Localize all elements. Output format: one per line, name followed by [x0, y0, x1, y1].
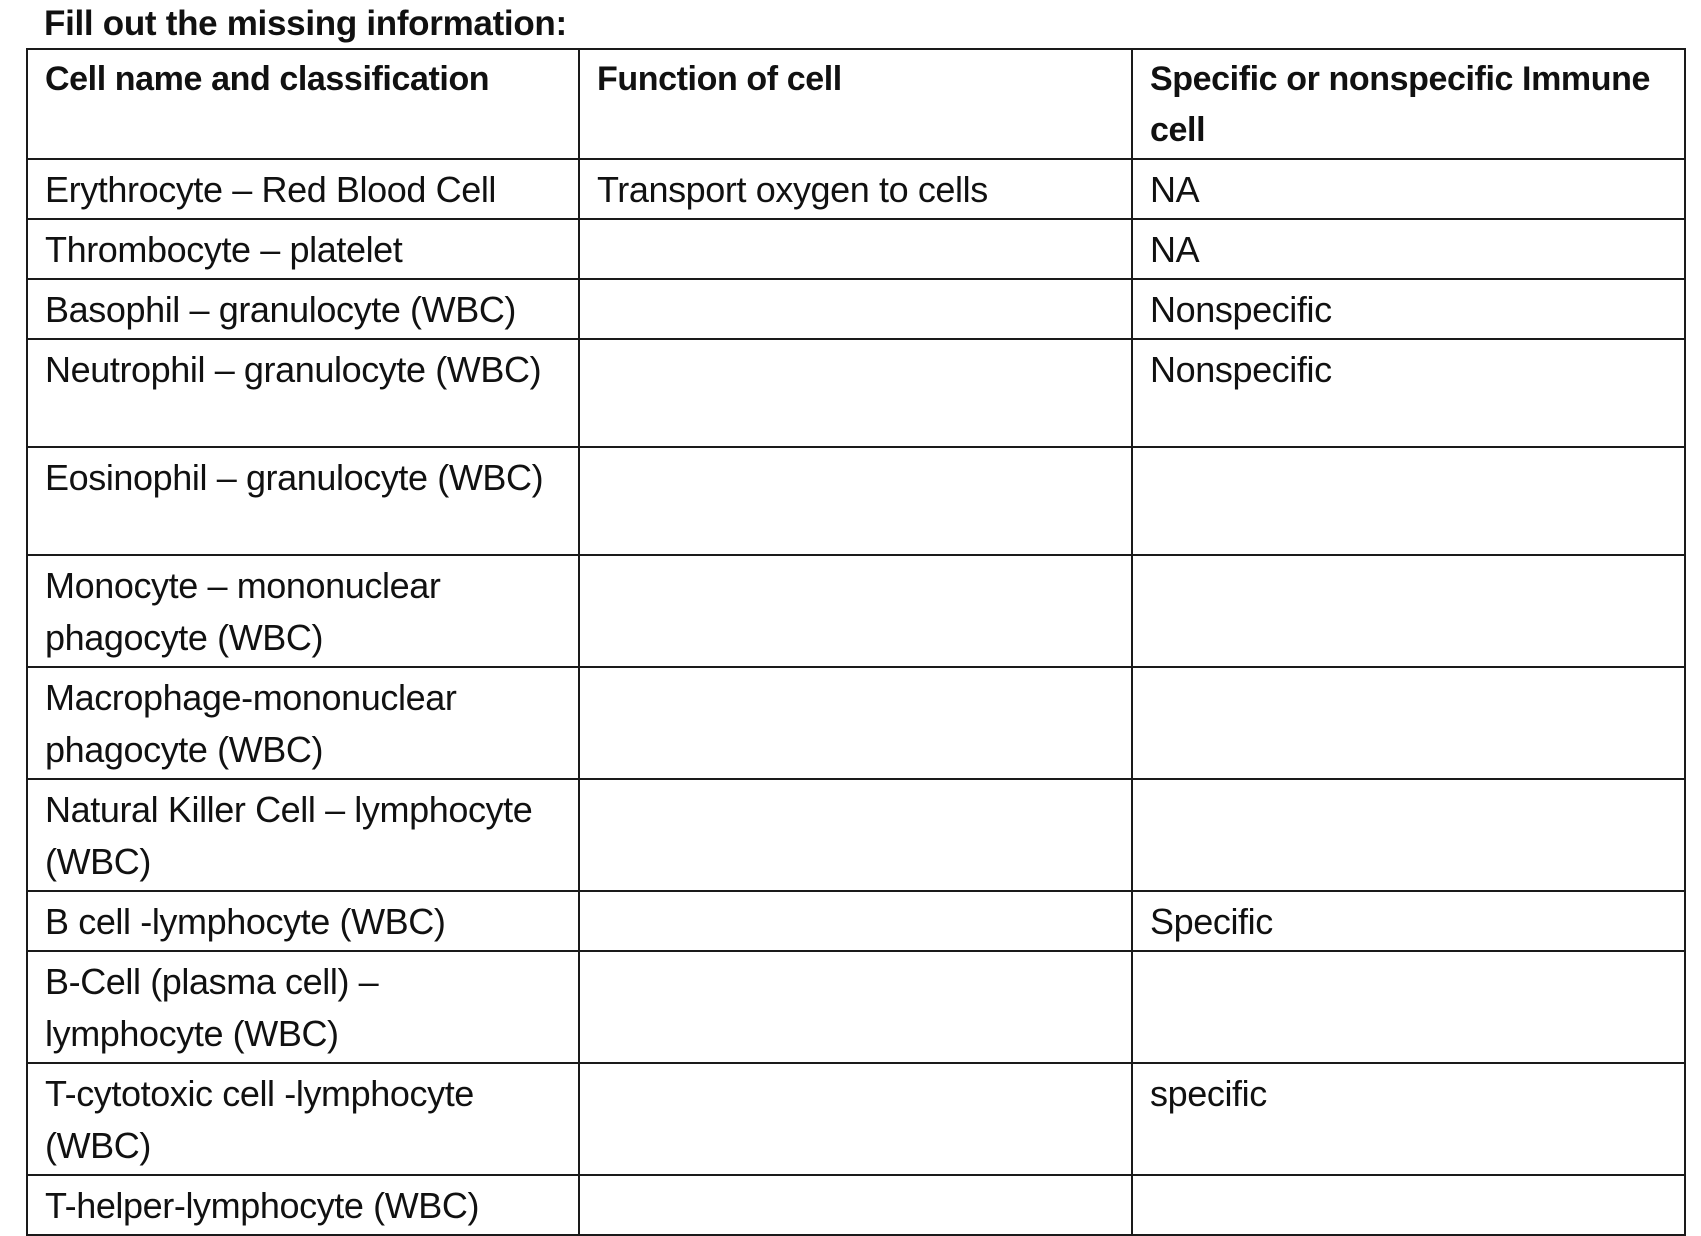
- cell-name: Macrophage-mononuclear phagocyte (WBC): [27, 667, 579, 779]
- table-header-row: [27, 49, 1685, 159]
- cell-function[interactable]: [579, 1175, 1132, 1235]
- cell-specificity[interactable]: [1132, 779, 1685, 891]
- cell-specificity[interactable]: Specific: [1132, 891, 1685, 951]
- cell-name: Neutrophil – granulocyte (WBC): [27, 339, 579, 447]
- table-row: [27, 891, 1685, 951]
- cell-specificity[interactable]: specific: [1132, 1063, 1685, 1175]
- table-row: [27, 279, 1685, 339]
- cell-specificity[interactable]: [1132, 951, 1685, 1063]
- cell-name: Eosinophil – granulocyte (WBC): [27, 447, 579, 555]
- table-row: [27, 667, 1685, 779]
- cell-name: Monocyte – mononuclear phagocyte (WBC): [27, 555, 579, 667]
- table-row: [27, 951, 1685, 1063]
- cell-name: B-Cell (plasma cell) – lymphocyte (WBC): [27, 951, 579, 1063]
- cell-name: Natural Killer Cell – lymphocyte (WBC): [27, 779, 579, 891]
- cell-name: B cell -lymphocyte (WBC): [27, 891, 579, 951]
- cell-function[interactable]: [579, 667, 1132, 779]
- cell-function[interactable]: Transport oxygen to cells: [579, 159, 1132, 219]
- table-row: [27, 1175, 1685, 1235]
- table-row: [27, 159, 1685, 219]
- table-row: [27, 339, 1685, 447]
- cell-function[interactable]: [579, 279, 1132, 339]
- cell-specificity[interactable]: [1132, 667, 1685, 779]
- cell-function[interactable]: [579, 447, 1132, 555]
- cell-function[interactable]: [579, 779, 1132, 891]
- header-specificity: Specific or nonspecific Immune cell: [1132, 49, 1685, 159]
- cell-name: T-helper-lymphocyte (WBC): [27, 1175, 579, 1235]
- cell-name: Basophil – granulocyte (WBC): [27, 279, 579, 339]
- cell-specificity[interactable]: [1132, 1175, 1685, 1235]
- header-cell-name: Cell name and classification: [27, 49, 579, 159]
- table-row: [27, 779, 1685, 891]
- cell-function[interactable]: [579, 555, 1132, 667]
- cell-name: Erythrocyte – Red Blood Cell: [27, 159, 579, 219]
- cell-name: Thrombocyte – platelet: [27, 219, 579, 279]
- cell-specificity[interactable]: Nonspecific: [1132, 339, 1685, 447]
- cell-function[interactable]: [579, 891, 1132, 951]
- cell-specificity[interactable]: NA: [1132, 159, 1685, 219]
- page-title: Fill out the missing information:: [44, 4, 567, 43]
- table-row: [27, 555, 1685, 667]
- cell-specificity[interactable]: NA: [1132, 219, 1685, 279]
- table-row: [27, 219, 1685, 279]
- header-function: Function of cell: [579, 49, 1132, 159]
- table-row: [27, 447, 1685, 555]
- cell-function[interactable]: [579, 339, 1132, 447]
- cell-name: T-cytotoxic cell -lymphocyte (WBC): [27, 1063, 579, 1175]
- table-row: [27, 1063, 1685, 1175]
- cell-table: [26, 48, 1686, 1236]
- cell-function[interactable]: [579, 219, 1132, 279]
- cell-specificity[interactable]: [1132, 555, 1685, 667]
- cell-function[interactable]: [579, 1063, 1132, 1175]
- cell-specificity[interactable]: [1132, 447, 1685, 555]
- cell-specificity[interactable]: Nonspecific: [1132, 279, 1685, 339]
- cell-function[interactable]: [579, 951, 1132, 1063]
